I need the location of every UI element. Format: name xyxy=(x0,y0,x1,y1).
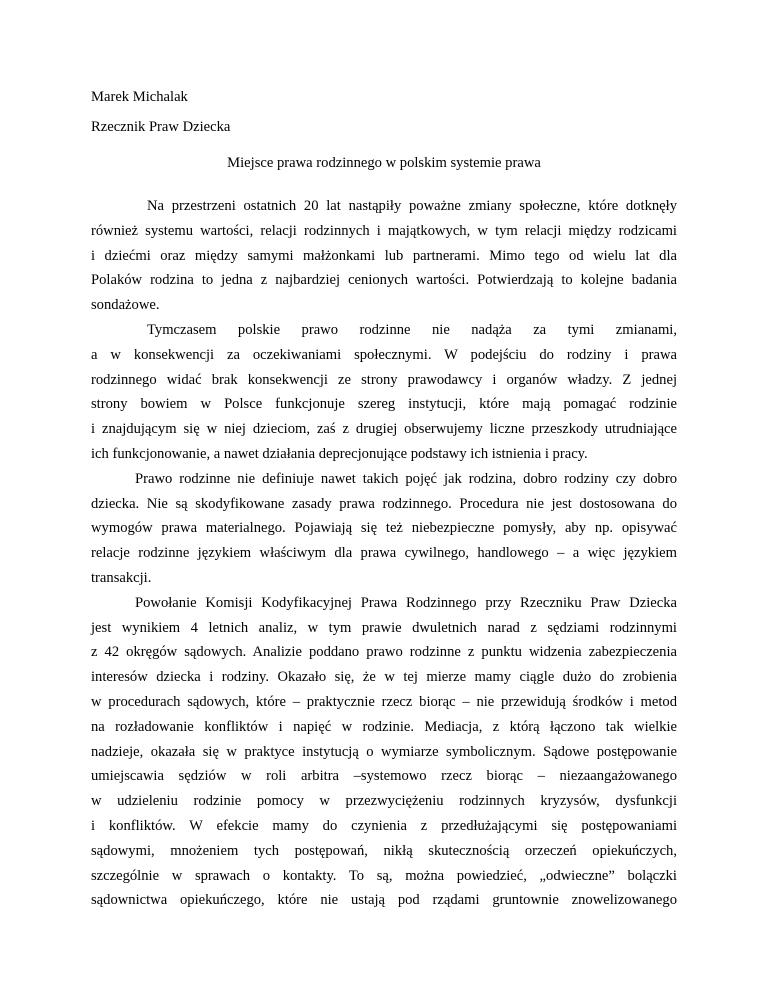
author-name: Marek Michalak xyxy=(91,89,188,105)
text-line: i znajdującym się w niej dzieciom, zaś z drugiej obserwujemy liczne przeszkody utrudniające xyxy=(91,421,677,438)
text-line: Prawo rodzinne nie definiuje nawet takich pojęć jak rodzina, dobro rodziny czy dobro xyxy=(135,470,677,487)
author-role: Rzecznik Praw Dziecka xyxy=(91,119,231,135)
text-line: sondażowe. xyxy=(91,297,160,314)
text-line: umiejscawia sędziów w roli arbitra –systemowo rzecz biorąc – niezaangażowanego xyxy=(91,768,677,785)
text-line: nadzieje, okazała się w praktyce instytucją o wymiarze symbolicznym. Sądowe postępowanie xyxy=(91,743,677,760)
text-line: a w konsekwencji za oczekiwaniami społecznymi. W podejściu do rodziny i prawa xyxy=(91,346,677,363)
text-line: rodzinnego widać brak konsekwencji ze strony prawodawcy i organów władzy. Z jednej xyxy=(91,371,677,388)
text-line: z 42 okręgów sądowych. Analizie poddano prawo rodzinne z punktu widzenia zabezpieczenia xyxy=(91,644,677,661)
text-line: strony bowiem w Polsce funkcjonuje szereg instytucji, które mają pomagać rodzinie xyxy=(91,396,677,413)
paragraph-2 xyxy=(91,318,677,467)
text-line: interesów dziecka i rodziny. Okazało się, że w tej mierze mamy ciągle dużo do zrobienia xyxy=(91,669,677,686)
author-block xyxy=(91,82,230,142)
text-line: wymogów prawa materialnego. Pojawiają się też niebezpieczne pomysły, aby np. opisywać xyxy=(91,520,677,537)
text-line: i konfliktów. W efekcie mamy do czynienia z przedłużającymi się postępowaniami xyxy=(91,817,677,834)
text-line: Polaków rodzina to jedna z najbardziej cenionych wartości. Potwierdzają to kolejne badania xyxy=(91,272,677,289)
text-line: sądowymi, mnożeniem tych postępowań, nikłą skutecznością orzeczeń opiekuńczych, xyxy=(91,842,677,859)
text-line: jest wynikiem 4 letnich analiz, w tym prawie dwuletnich narad z sędziami rodzinnymi xyxy=(91,619,677,636)
paragraph-1 xyxy=(91,194,677,318)
text-line: w udzieleniu rodzinie pomocy w przezwyciężeniu rodzinnych kryzysów, dysfunkcji xyxy=(91,793,677,810)
text-line: na rozładowanie konfliktów i napięć w rodzinie. Mediacja, z którą łączono tak wielkie xyxy=(91,718,677,735)
text-line: ich funkcjonowanie, a nawet działania deprecjonujące podstawy ich istnienia i pracy. xyxy=(91,445,588,462)
text-line: w procedurach sądowych, które – praktycznie rzecz biorąc – nie przewidują środków i metod xyxy=(91,693,677,710)
text-line: sądownictwa opiekuńczego, które nie ustają pod rządami gruntownie znowelizowanego xyxy=(91,892,677,909)
text-line: Tymczasem polskie prawo rodzinne nie nadąża za tymi zmianami, xyxy=(147,321,677,338)
text-line: transakcji. xyxy=(91,569,152,586)
document-title: Miejsce prawa rodzinnego w polskim systemie prawa xyxy=(227,155,541,171)
paragraph-3 xyxy=(91,467,677,591)
text-line: szczególnie w sprawach o kontakty. To są, można powiedzieć, „odwieczne” bolączki xyxy=(91,867,677,884)
text-line: relacje rodzinne językiem właściwym dla prawa cywilnego, handlowego – a więc językiem xyxy=(91,545,677,562)
document-body xyxy=(91,176,677,913)
text-line: dziecka. Nie są skodyfikowane zasady prawa rodzinnego. Procedura nie jest dostosowana do xyxy=(91,495,677,512)
text-line: Powołanie Komisji Kodyfikacyjnej Prawa Rodzinnego przy Rzeczniku Praw Dziecka xyxy=(135,594,677,611)
text-line: i dziećmi oraz między samymi małżonkami lub partnerami. Mimo tego od wielu lat dla xyxy=(91,247,677,264)
text-line: również systemu wartości, relacji rodzinnych i majątkowych, w tym relacji między rodzicami xyxy=(91,222,677,239)
text-line: Na przestrzeni ostatnich 20 lat nastąpiły poważne zmiany społeczne, które dotknęły xyxy=(147,198,677,214)
paragraph-4 xyxy=(91,591,677,913)
